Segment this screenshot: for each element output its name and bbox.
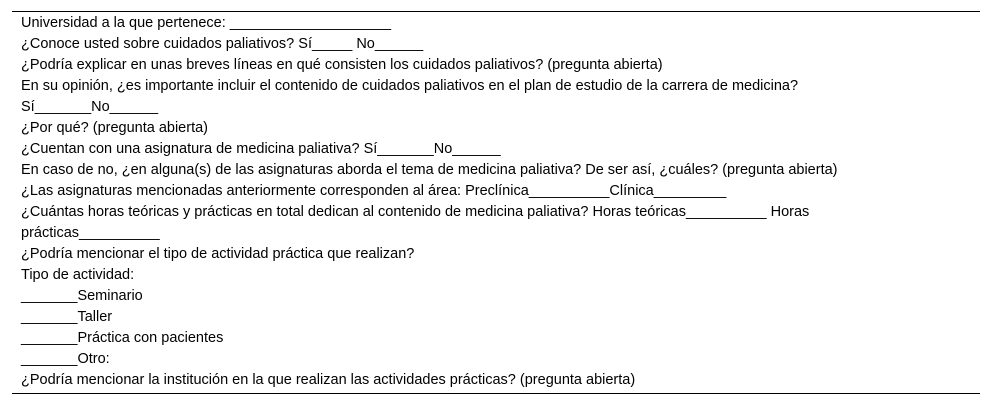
option-workshop: _______Taller [21,309,113,325]
question-why: ¿Por qué? (pregunta abierta) [21,120,208,136]
question-importance-curriculum: En su opinión, ¿es importante incluir el contenido de cuidados paliativos en el plan de estudio de la carrera de medicina? [21,78,799,94]
question-knows-palliative-care: ¿Conoce usted sobre cuidados paliativos? Sí_____ No______ [21,36,424,52]
question-subject-area: ¿Las asignaturas mencionadas anteriormente corresponden al área: Preclínica__________Clínica_________ [21,183,727,199]
question-hours: ¿Cuántas horas teóricas y prácticas en total dedican al contenido de medicina paliativa? Horas teóricas__________ Horas [21,204,810,220]
option-seminar: _______Seminario [21,288,143,304]
option-patient-practice: _______Práctica con pacientes [21,330,224,346]
answer-importance-yes-no: Sí_______No______ [21,99,159,115]
question-explain-palliative-care: ¿Podría explicar en unas breves líneas en qué consisten los cuidados paliativos? (pregunta abierta) [21,57,663,73]
question-university: Universidad a la que pertenece: ____________________ [21,15,392,31]
label-activity-type: Tipo de actividad: [21,267,135,283]
question-other-subjects: En caso de no, ¿en alguna(s) de las asignaturas aborda el tema de medicina paliativa? De ser así, ¿cuáles? (pregunta abierta) [21,162,838,178]
question-activity-type: ¿Podría mencionar el tipo de actividad práctica que realizan? [21,246,415,262]
questionnaire-table [12,11,980,394]
question-has-subject: ¿Cuentan con una asignatura de medicina paliativa? Sí_______No______ [21,141,501,157]
question-institution: ¿Podría mencionar la institución en la que realizan las actividades prácticas? (pregunta abierta) [21,372,636,388]
option-other: _______Otro: [21,351,110,367]
answer-practical-hours: prácticas__________ [21,225,160,241]
